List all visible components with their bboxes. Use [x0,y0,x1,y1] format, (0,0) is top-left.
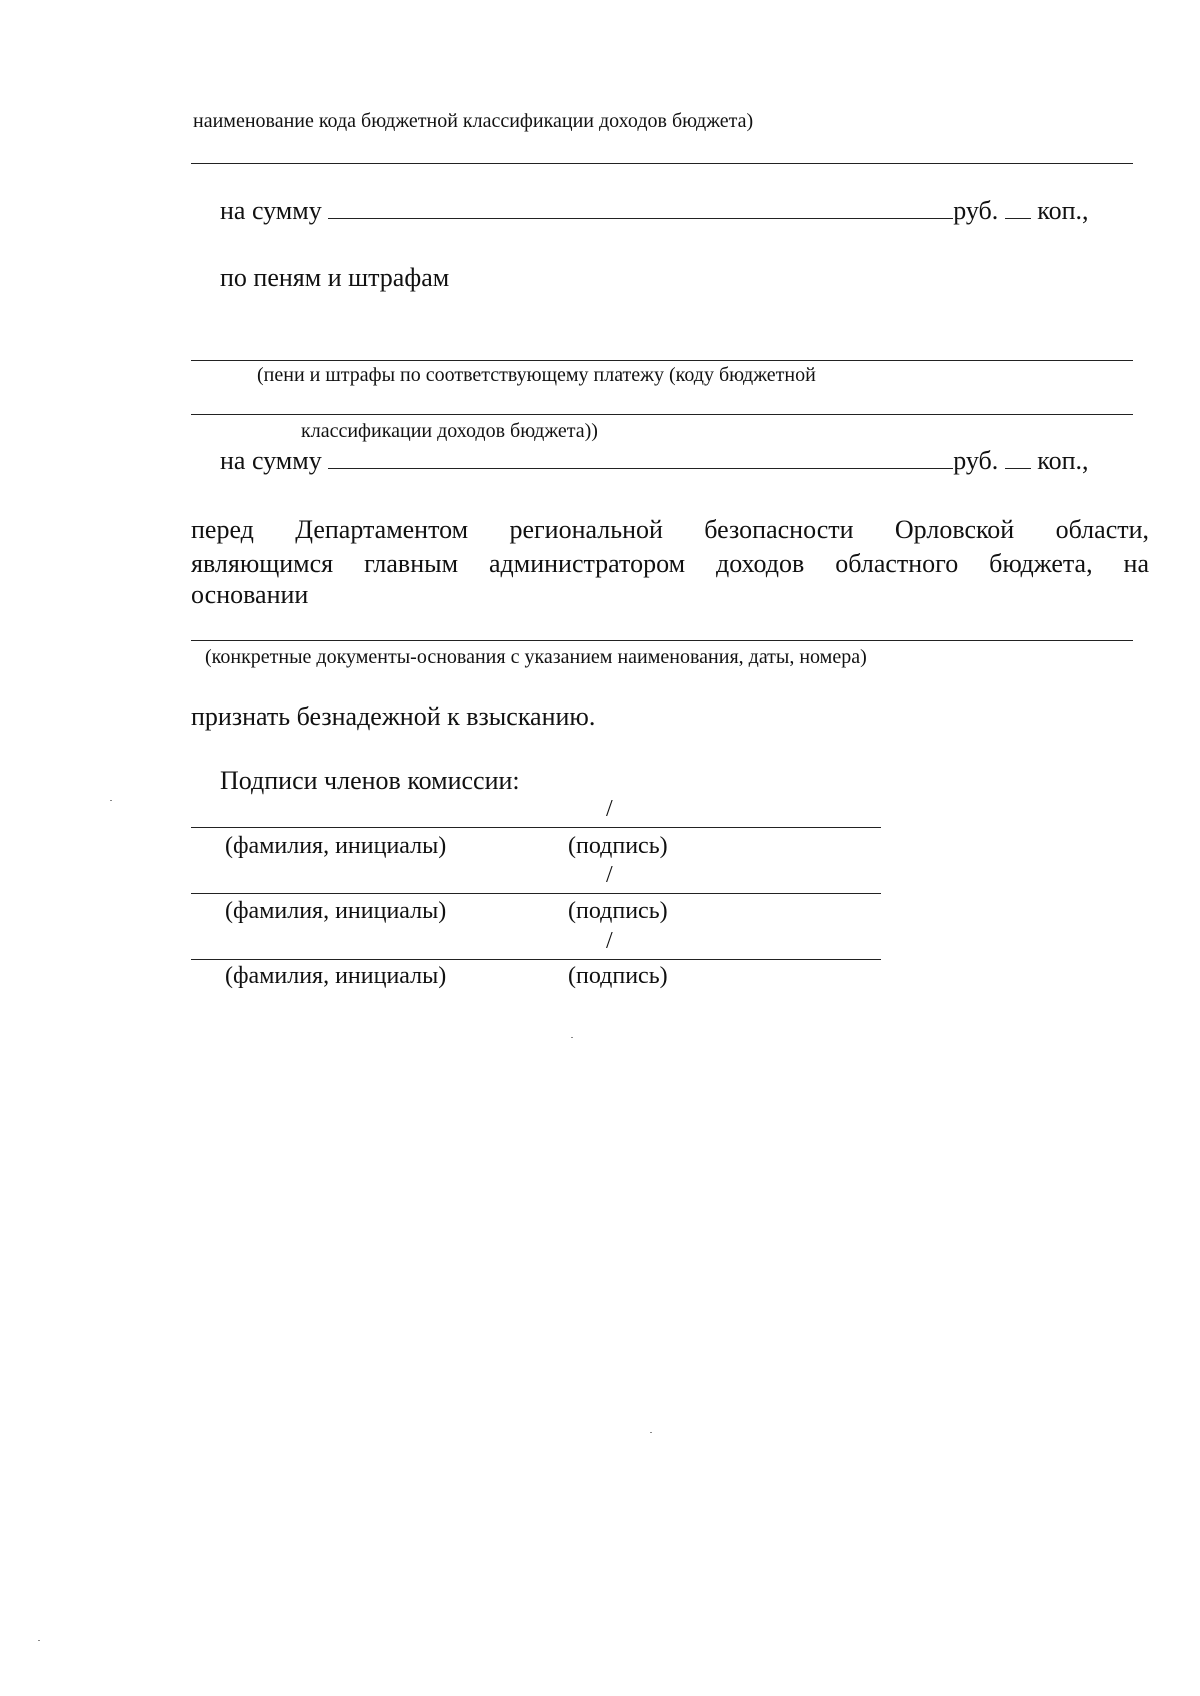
sign-caption: (подпись) [568,833,668,859]
penalties-line[interactable] [191,360,1133,361]
penalties-caption-2: классификации доходов бюджета)) [301,420,598,442]
basis-line[interactable] [191,640,1133,641]
paragraph-line-3: основании [191,580,309,609]
word: администратором [489,549,686,578]
sum-label: на сумму [220,446,322,475]
sum-line-1 [220,196,1089,226]
word: областного [835,549,959,578]
kop-label: коп., [1037,196,1089,225]
sum-label: на сумму [220,196,322,225]
penalties-label: по пеням и штрафам [220,263,450,292]
rub-label: руб. [953,196,999,225]
sum-kop-field[interactable] [1005,468,1031,469]
penalties-caption-1: (пени и штрафы по соответствующему платежу (коду бюджетной [257,364,816,386]
signatures-title: Подписи членов комиссии: [220,766,520,795]
name-caption: (фамилия, инициалы) [225,963,447,989]
word: на [1123,549,1149,578]
signature-line[interactable] [191,959,881,960]
word: Департаментом [295,515,469,544]
sum-line-2 [220,446,1089,476]
word: перед [191,515,254,544]
kop-label: коп., [1037,446,1089,475]
word: бюджета, [989,549,1093,578]
slash-separator: / [606,796,613,822]
signature-line[interactable] [191,893,881,894]
sum-rub-field[interactable] [328,218,953,219]
slash-separator: / [606,928,613,954]
scan-speck [38,1640,40,1641]
word: региональной [509,515,663,544]
sign-caption: (подпись) [568,898,668,924]
sum-kop-field[interactable] [1005,218,1031,219]
paragraph-line-1 [191,514,1149,546]
scan-speck [571,1037,573,1038]
paragraph-line-2 [191,548,1149,580]
scan-speck [110,800,112,801]
word: доходов [715,549,805,578]
rub-label: руб. [953,446,999,475]
basis-caption: (конкретные документы-основания с указанием наименования, даты, номера) [205,646,867,668]
word: главным [364,549,459,578]
scan-speck [650,1432,652,1433]
budget-code-caption: наименование кода бюджетной классификации доходов бюджета) [193,110,754,132]
word: безопасности [704,515,854,544]
signature-line[interactable] [191,827,881,828]
budget-code-line [191,163,1133,164]
sum-rub-field[interactable] [328,468,953,469]
word: Орловской [894,515,1015,544]
name-caption: (фамилия, инициалы) [225,898,447,924]
penalties-line-2[interactable] [191,414,1133,415]
word: являющимся [191,549,334,578]
name-caption: (фамилия, инициалы) [225,833,447,859]
slash-separator: / [606,862,613,888]
sign-caption: (подпись) [568,963,668,989]
conclusion-text: признать безнадежной к взысканию. [191,702,596,731]
word: области, [1055,515,1150,544]
